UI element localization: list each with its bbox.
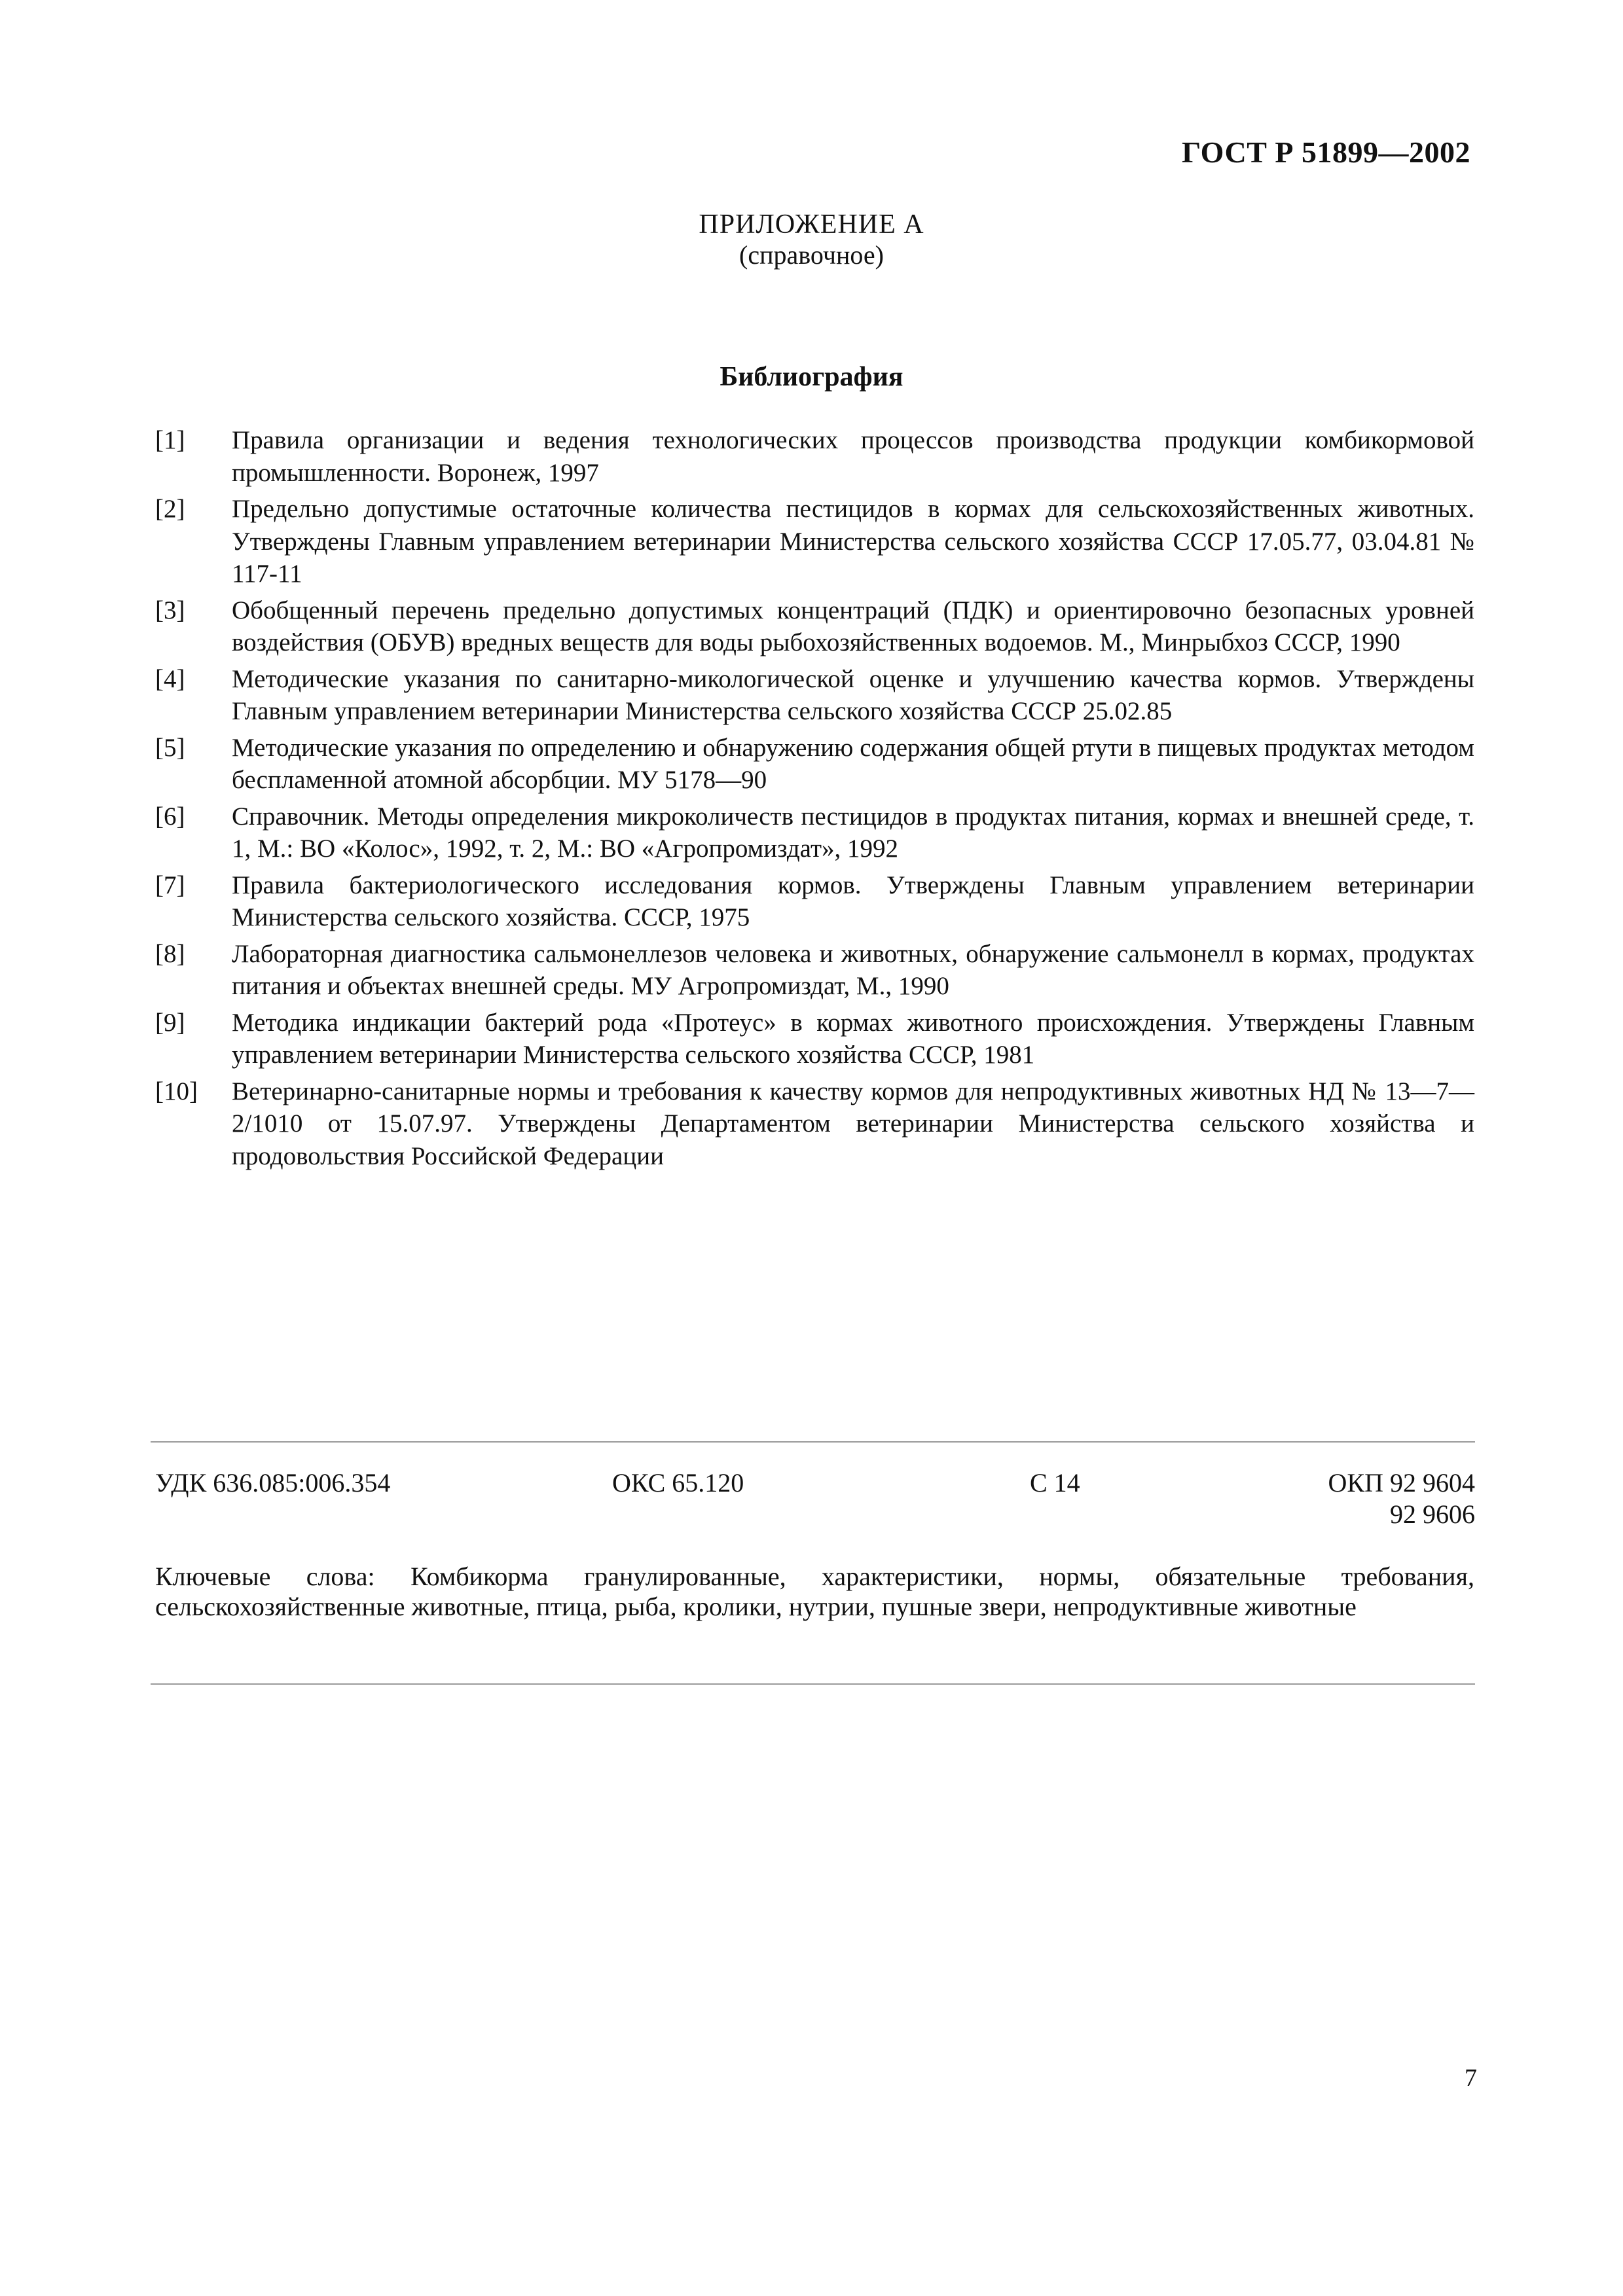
okp-codes <box>1328 1467 1475 1530</box>
okp-code-1: ОКП 92 9604 <box>1328 1468 1475 1498</box>
bibliography-item <box>155 732 1474 797</box>
appendix-note: (справочное) <box>739 240 884 270</box>
bibliography-item-text: Предельно допустимые остаточные количества пестицидов в кормах для сельскохозяйственных животных. Утверждены Главным управлением ветеринарии Министерства сельского хозяйства СССР 17.05.77, 03.04.81 № 117-11 <box>232 495 1474 588</box>
bibliography-item-text: Правила организации и ведения технологических процессов производства продукции комбикормовой промышленности. Воронеж, 1997 <box>232 426 1474 487</box>
okp-code-2: 92 9606 <box>1390 1499 1475 1529</box>
bibliography-item-text: Справочник. Методы определения микроколичеств пестицидов в продуктах питания, кормах и внешней среде, т. 1, М.: ВО «Колос», 1992, т. 2, М.: ВО «Агропромиздат», 1992 <box>232 802 1474 863</box>
oks-code: ОКС 65.120 <box>612 1468 744 1498</box>
bibliography-item-text: Методические указания по определению и обнаружению содержания общей ртути в пищевых продуктах методом беспламенной атомной абсорбции. МУ 5178—90 <box>232 733 1474 794</box>
bibliography-item-number: [9] <box>155 1008 185 1037</box>
bibliography-item <box>155 424 1474 489</box>
bibliography-item-text: Методические указания по санитарно-микологической оценке и улучшению качества кормов. Утверждены Главным управлением ветеринарии Министерства сельского хозяйства СССР 25.02.85 <box>232 664 1474 725</box>
page-number: 7 <box>1465 2064 1477 2092</box>
bibliography-item <box>155 493 1474 590</box>
document-code: ГОСТ Р 51899—2002 <box>1182 135 1470 169</box>
appendix-header <box>0 208 1623 270</box>
divider-bottom <box>151 1683 1475 1685</box>
bibliography-item <box>155 1075 1474 1173</box>
bibliography-item-number: [7] <box>155 870 185 899</box>
bibliography-item <box>155 869 1474 934</box>
bibliography-item-text: Обобщенный перечень предельно допустимых концентраций (ПДК) и ориентировочно безопасных уровней воздействия (ОБУВ) вредных веществ для воды рыбохозяйственных водоемов. М., Минрыбхоз СССР, 1990 <box>232 596 1474 656</box>
bibliography-item <box>155 594 1474 659</box>
bibliography-item-text: Методика индикации бактерий рода «Протеус» в кормах животного происхождения. Утверждены Главным управлением ветеринарии Министерства сельского хозяйства СССР, 1981 <box>232 1008 1474 1069</box>
bibliography-item <box>155 800 1474 865</box>
bibliography-item-number: [3] <box>155 596 185 624</box>
bibliography-item-number: [4] <box>155 664 185 693</box>
bibliography-item-text: Лабораторная диагностика сальмонеллезов человека и животных, обнаружение сальмонелл в кормах, продуктах питания и объектах внешней среды. МУ Агропромиздат, М., 1990 <box>232 939 1474 1000</box>
bibliography-item-number: [1] <box>155 426 185 454</box>
bibliography-item-text: Правила бактериологического исследования кормов. Утверждены Главным управлением ветеринарии Министерства сельского хозяйства. СССР, 1975 <box>232 870 1474 931</box>
bibliography-item-number: [10] <box>155 1077 198 1105</box>
keywords: Ключевые слова: Комбикорма гранулированные, характеристики, нормы, обязательные требования, сельскохозяйственные животные, птица, рыба, кролики, нутрии, пушные звери, непродуктивные животные <box>155 1562 1474 1621</box>
bibliography-item-number: [2] <box>155 495 185 523</box>
bibliography-item <box>155 938 1474 1003</box>
udk-code: УДК 636.085:006.354 <box>155 1468 391 1498</box>
bibliography-heading: Библиография <box>720 362 903 392</box>
bibliography-item <box>155 663 1474 728</box>
bibliography-list <box>155 424 1474 1176</box>
bibliography-item-number: [5] <box>155 733 185 762</box>
bibliography-item-number: [8] <box>155 939 185 968</box>
bibliography-item <box>155 1007 1474 1071</box>
bibliography-item-text: Ветеринарно-санитарные нормы и требования к качеству кормов для непродуктивных животных НД № 13—7—2/1010 от 15.07.97. Утверждены Департаментом ветеринарии Министерства сельского хозяйства и продовольствия Российской Федерации <box>232 1077 1474 1170</box>
bibliography-item-number: [6] <box>155 802 185 831</box>
c-code: С 14 <box>1030 1468 1080 1498</box>
divider-top <box>151 1441 1475 1443</box>
appendix-title: ПРИЛОЖЕНИЕ А <box>699 209 924 240</box>
